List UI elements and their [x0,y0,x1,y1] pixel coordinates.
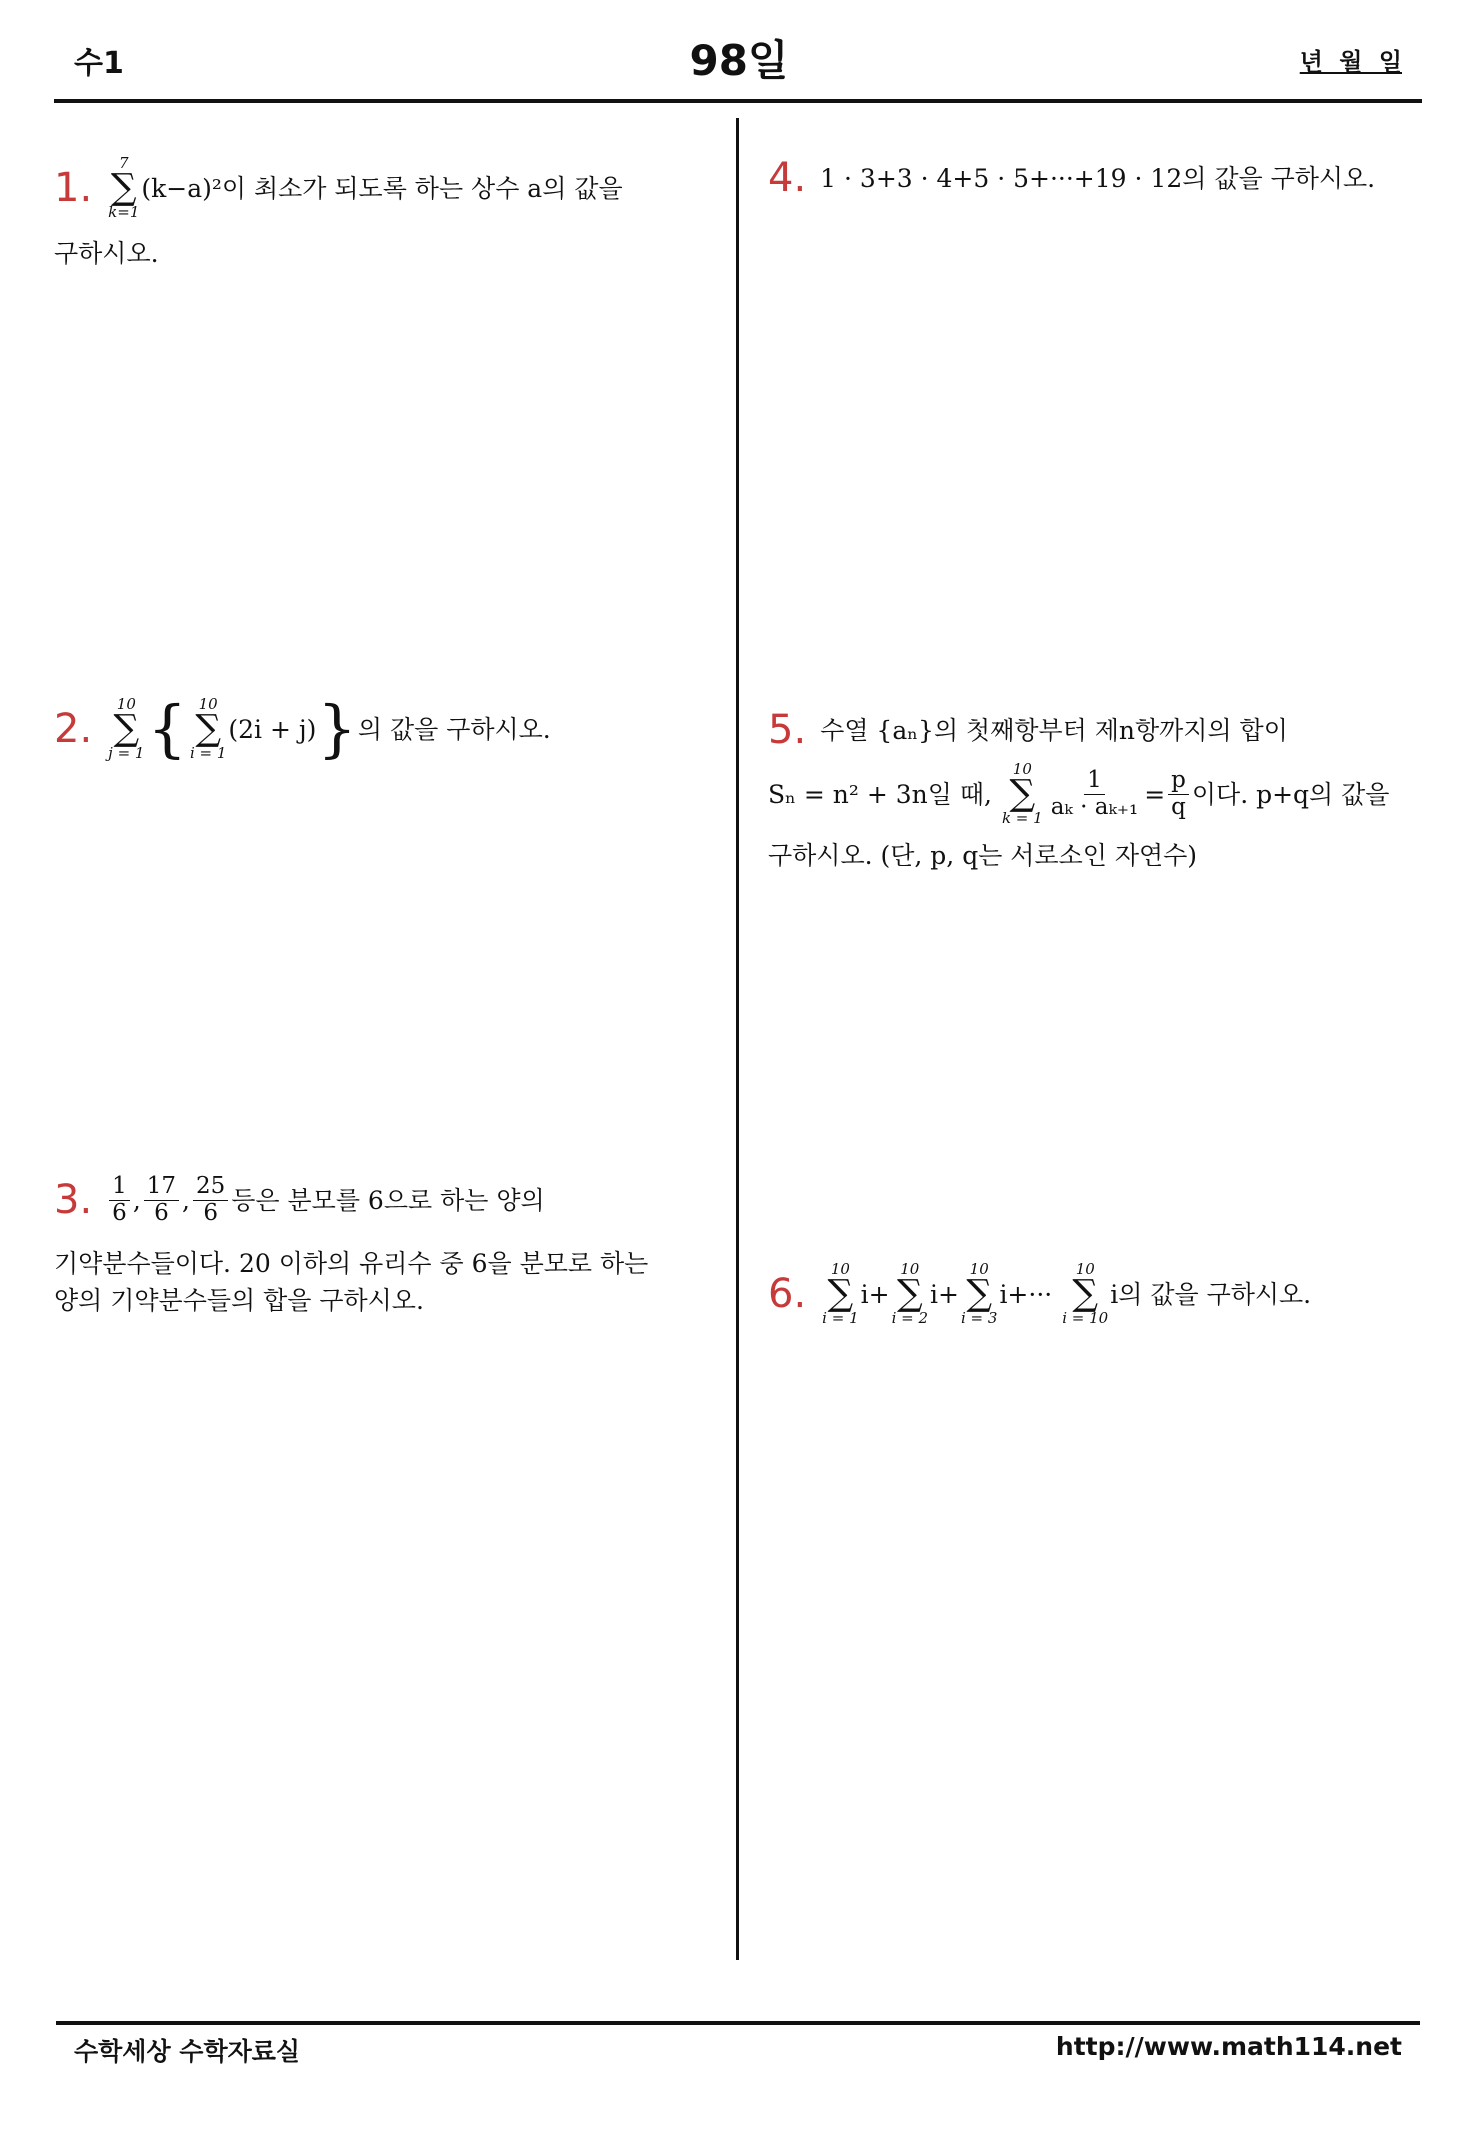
sigma-symbol: 10 ∑ j = 1 [108,695,145,763]
fraction: $\frac{p}{q}$ [1168,768,1189,820]
footer-source: 수학세상 수학자료실 [74,2037,301,2066]
subject-label: 수1 [74,46,124,81]
expression: i+ [860,1279,890,1309]
problem-text: Sₙ = n² + 3n일 때, [768,779,992,809]
problem-text: 등은 분모를 6으로 하는 양의 [231,1185,545,1215]
problem-number: 6. [768,1271,807,1318]
expression: (2i + j) [228,714,317,744]
problem-text: 의 값을 구하시오. [1118,1279,1312,1309]
problem-text: 의 값을 구하시오. [357,714,551,744]
problem-text: 이다. p+q의 값을 [1191,779,1390,809]
fraction: $\frac{25}{6}$ [193,1174,228,1226]
problem-1 [54,156,623,220]
problem-5-formula [768,762,1389,826]
expression: i+ [930,1279,959,1309]
fraction: $\frac{1}{6}$ [109,1174,130,1226]
problem-number: 3. [54,1177,93,1223]
problem-2 [54,692,551,766]
problem-text: 양의 기약분수들의 합을 구하시오. [54,1286,424,1315]
problem-6 [768,1262,1311,1326]
problem-number: 1. [54,165,93,212]
problem-number: 5. [768,707,807,753]
fraction: $\frac{17}{6}$ [144,1174,179,1226]
sigma-symbol: 10 ∑ i = 10 [1062,1260,1109,1328]
expression: i [1110,1279,1119,1309]
footer-rule [56,2021,1420,2025]
column-divider [736,118,739,1960]
sigma-symbol: 10 ∑ i = 2 [891,1260,929,1328]
problem-text: 구하시오. (단, p, q는 서로소인 자연수) [768,841,1198,870]
sigma-symbol: 7 ∑ k=1 [108,154,140,222]
right-brace: } [317,692,357,766]
problem-text: 구하시오. [54,239,159,268]
problem-4 [768,150,1375,206]
problem-number: 2. [54,706,93,753]
problem-number: 4. [768,155,807,201]
header-rule [54,99,1422,103]
date-field: 년 월 일 [1299,48,1402,76]
sigma-symbol: 10 ∑ i = 1 [822,1260,859,1328]
problem-3: 3. $\frac{1}{6}$ , $\frac{17}{6}$ , $\frac{25}{6}$ 등은 분모를 6으로 하는 양의 [54,1172,545,1228]
page-title: 98일 [689,36,789,85]
problem-text: 기약분수들이다. 20 이하의 유리수 중 6을 분모로 하는 [54,1249,649,1278]
fraction: $\frac{1}{\text{aₖ · aₖ₊₁}}$ [1050,767,1139,820]
left-brace: { [147,692,187,766]
problem-5 [768,702,1288,758]
expression: i+··· [999,1279,1053,1309]
equals-sign: = [1144,779,1166,809]
footer-url: http://www.math114.net [1055,2032,1402,2061]
problem-text: 수열 {aₙ}의 첫째항부터 제n항까지의 합이 [820,715,1288,745]
sigma-symbol: 10 ∑ i = 3 [960,1260,998,1328]
problem-text: 이 최소가 되도록 하는 상수 a의 값을 [221,173,623,203]
sigma-symbol: 10 ∑ i = 1 [189,695,227,763]
problem-text: 1 · 3+3 · 4+5 · 5+···+19 · 12의 값을 구하시오. [820,163,1376,193]
expression: (k−a)² [141,173,222,203]
sigma-symbol: 10 ∑ k = 1 [1001,760,1043,828]
